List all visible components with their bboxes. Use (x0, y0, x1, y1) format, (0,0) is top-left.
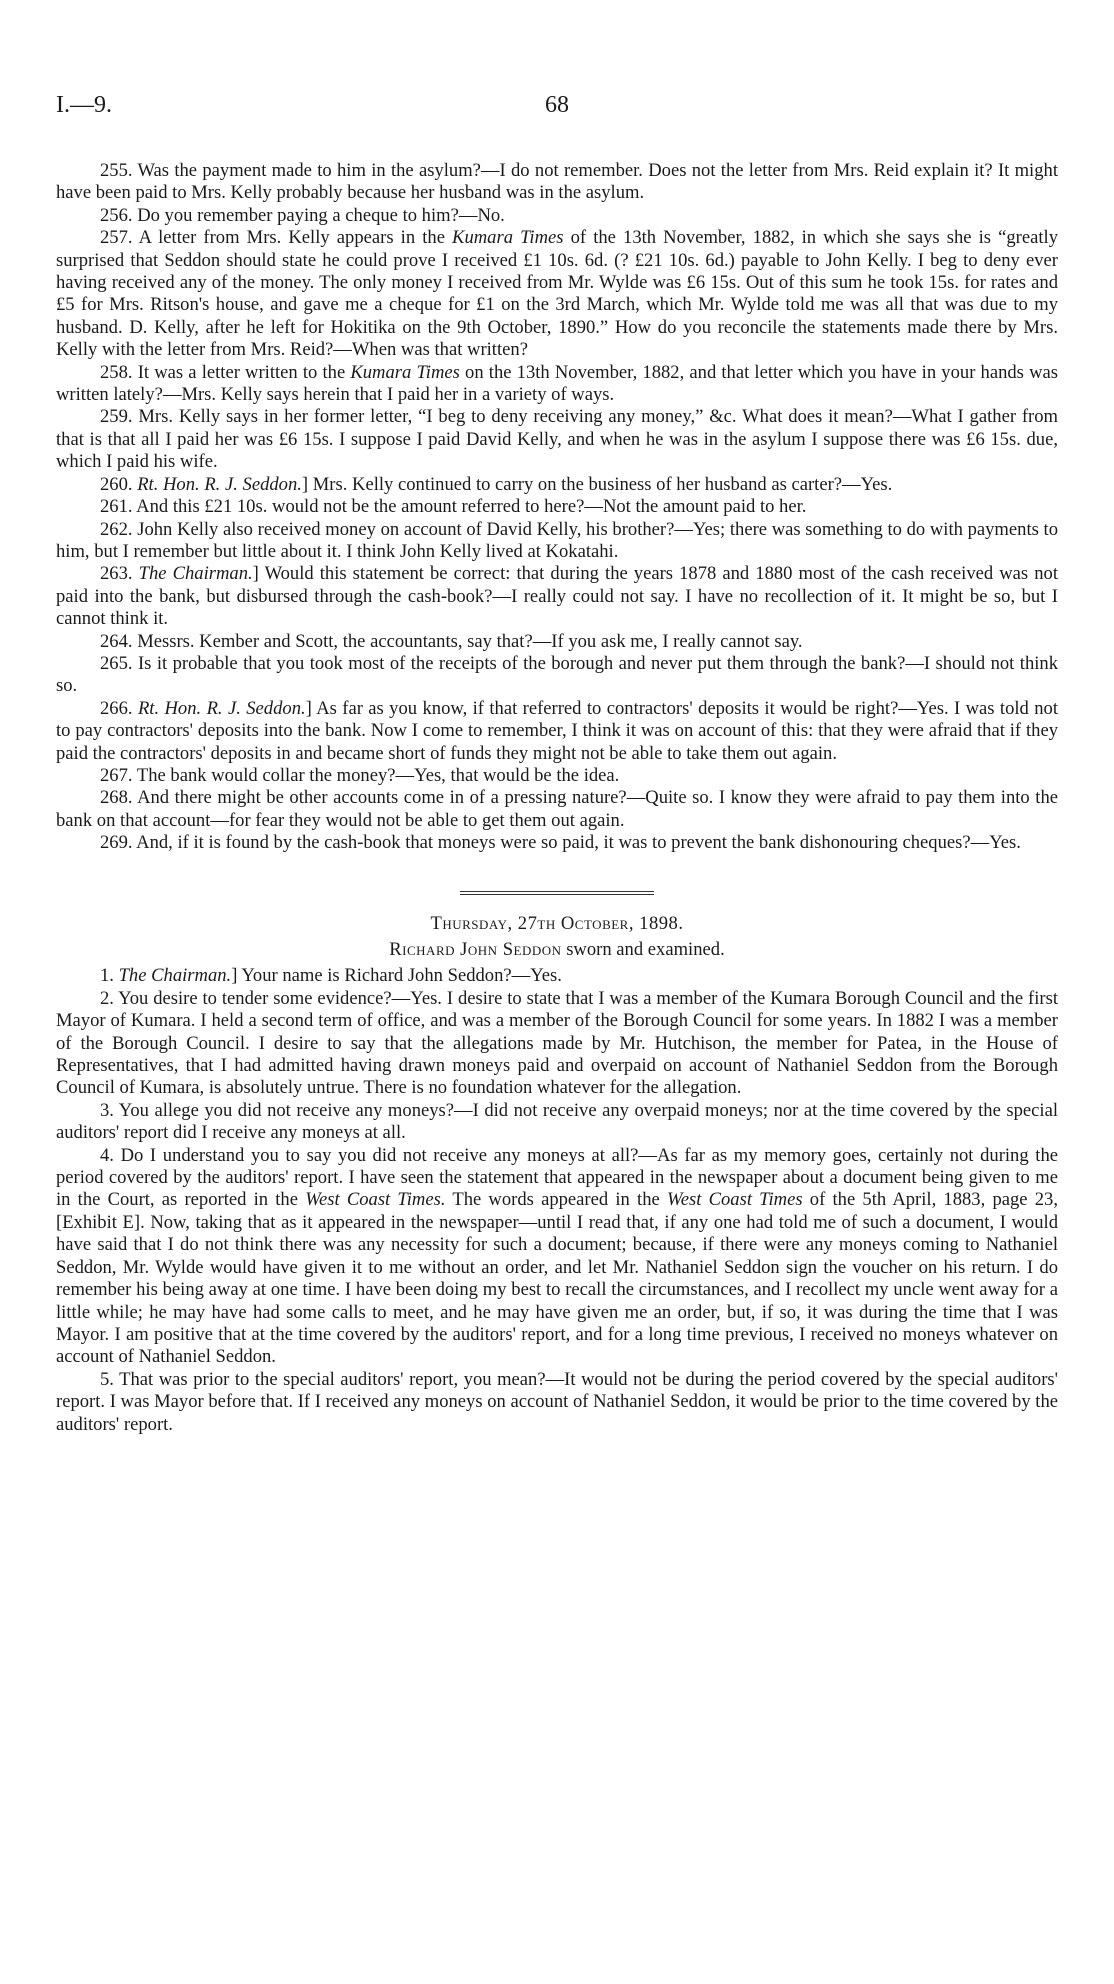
newspaper-title: West Coast Times (666, 1189, 803, 1211)
speaker-name: The Chairman. (118, 965, 232, 987)
paragraph-258: 258. It was a letter written to the Kumara Times on the 13th November, 1882, and that letter which you have in your hands was written lately?—Mrs. Kelly says herein that I paid her in a variety of ways. (56, 361, 1058, 406)
section-divider (460, 891, 654, 895)
paragraph-256: 256. Do you remember paying a cheque to him?—No. (100, 204, 505, 226)
newspaper-title: Kumara Times (452, 227, 564, 249)
paragraph-260: 260. Rt. Hon. R. J. Seddon.] Mrs. Kelly continued to carry on the business of her husband as carter?—Yes. (100, 473, 893, 495)
paragraph-267: 267. The bank would collar the money?—Yes, that would be the idea. (100, 764, 620, 786)
speaker-name: Rt. Hon. R. J. Seddon. (137, 697, 306, 719)
question-2: 2. You desire to tender some evidence?—Yes. I desire to state that I was a member of the Kumara Borough Council and the first Mayor of Kumara. I held a second term of office, and was a member of the Borough Council for some years. In 1882 I was a member of the Borough Council. I desire to say that the allegations made by Mr. Hutchison, the member for Patea, in the House of Representatives, that I had admitted having drawn moneys paid and overpaid on account of Nathaniel Seddon from the Borough Council of Kumara, is absolutely untrue. There is no foundation whatever for the allegation. (56, 987, 1058, 1099)
page-number: 68 (545, 92, 569, 118)
paragraph-265: 265. Is it probable that you took most of the receipts of the borough and never put them through the bank?—I should not think so. (56, 652, 1058, 697)
paragraph-257: 257. A letter from Mrs. Kelly appears in the Kumara Times of the 13th November, 1882, in which she says she is “greatly surprised that Seddon should state he could prove I received £1 10s. 6d. (? £21 10s. 6d.) payable to John Kelly. I beg to deny ever having received any of the money. The only money I received from Mr. Wylde was £6 15s. Out of this sum he took 15s. for rates and £5 for Mrs. Ritson's house, and gave me a cheque for £1 on the 3rd March, which Mr. Wylde told me was all that was due to my husband. D. Kelly, after he left for Hokitika on the 9th October, 1890.” How do you reconcile the statements made there by Mrs. Kelly with the letter from Mrs. Reid?—When was that written? (56, 227, 1058, 361)
paragraph-261: 261. And this £21 10s. would not be the amount referred to here?—Not the amount paid to her. (100, 496, 807, 518)
paragraph-255: 255. Was the payment made to him in the asylum?—I do not remember. Does not the letter from Mrs. Reid explain it? It might have been paid to Mrs. Kelly probably because her husband was in the asylum. (56, 160, 1058, 204)
paragraph-266: 266. Rt. Hon. R. J. Seddon.] As far as you know, if that referred to contractors' deposits it would be right?—Yes. I was told not to pay contractors' deposits into the bank. Now I come to remember, I think it was on account of this: that they were afraid that if they paid the contractors' deposits in and became short of funds they might not be able to take them out again. (56, 697, 1058, 764)
paragraph-263: 263. The Chairman.] Would this statement be correct: that during the years 1878 and 1880 most of the cash received was not paid into the bank, but disbursed through the cash-book?—I really could not say. I have no recollection of it. It might be so, but I cannot think it. (56, 563, 1058, 630)
speaker-name: The Chairman. (138, 563, 253, 585)
paragraph-262: 262. John Kelly also received money on account of David Kelly, his brother?—Yes; there was something to do with payments to him, but I remember but little about it. I think John Kelly lived at Kokatahi. (56, 518, 1058, 562)
session-date-heading: Thursday, 27th October, 1898. (430, 912, 684, 934)
paragraph-259: 259. Mrs. Kelly says in her former letter, “I beg to deny receiving any money,” &c. What does it mean?—What I gather from that is that all I paid her was £6 15s. I suppose I paid David Kelly, and when he was in the asylum I suppose there was £6 15s. due, which I paid his wife. (56, 406, 1058, 473)
witness-name: Richard John Seddon (389, 939, 562, 960)
paragraph-269: 269. And, if it is found by the cash-book that moneys were so paid, it was to prevent the bank dishonouring cheques?—Yes. (100, 832, 1021, 854)
witness-heading: Richard John Seddon sworn and examined. (389, 939, 725, 960)
newspaper-title: Kumara Times (350, 361, 460, 383)
question-1: 1. The Chairman.] Your name is Richard John Seddon?—Yes. (100, 965, 562, 987)
speaker-name: Rt. Hon. R. J. Seddon. (137, 473, 302, 495)
paper-reference: I.—9. (56, 92, 112, 118)
question-5: 5. That was prior to the special auditors' report, you mean?—It would not be during the period covered by the special auditors' report. I was Mayor before that. If I received any moneys on account of Nathaniel Seddon, it would be prior to the time covered by the auditors' report. (56, 1368, 1058, 1435)
question-4: 4. Do I understand you to say you did not receive any moneys at all?—As far as my memory goes, certainly not during the period covered by the auditors' report. I have seen the statement that appeared in the newspaper about a document being given to me in the Court, as reported in the West Coast Times. The words appeared in the West Coast Times of the 5th April, 1883, page 23, [Exhibit E]. Now, taking that as it appeared in the newspaper—until I read that, if any one had told me of such a document, I would have said that I do not think there was any necessity for such a document; because, if there were any moneys coming to Nathaniel Seddon, Mr. Wylde would have given it to me without an order, and let Mr. Nathaniel Seddon sign the voucher on his return. I do remember his being away at one time. I have been doing my best to recall the circumstances, and I recollect my uncle went away for a little while; he may have had some calls to meet, and he may have given me an order, but, if so, it was during the time that I was Mayor. I am positive that at the time covered by the auditors' report, and for a long time previous, I received no moneys whatever on account of Nathaniel Seddon. (56, 1144, 1058, 1368)
body-text (56, 160, 1058, 1436)
newspaper-title: West Coast Times. (305, 1189, 446, 1211)
paragraph-264: 264. Messrs. Kember and Scott, the accountants, say that?—If you ask me, I really cannot say. (100, 630, 803, 652)
paragraph-268: 268. And there might be other accounts come in of a pressing nature?—Quite so. I know they were afraid to pay them into the bank on that account—for fear they would not be able to get them out again. (56, 787, 1058, 831)
page-header (56, 92, 1058, 132)
question-3: 3. You allege you did not receive any moneys?—I did not receive any overpaid moneys; nor at the time covered by the special auditors' report did I receive any moneys at all. (56, 1099, 1058, 1144)
